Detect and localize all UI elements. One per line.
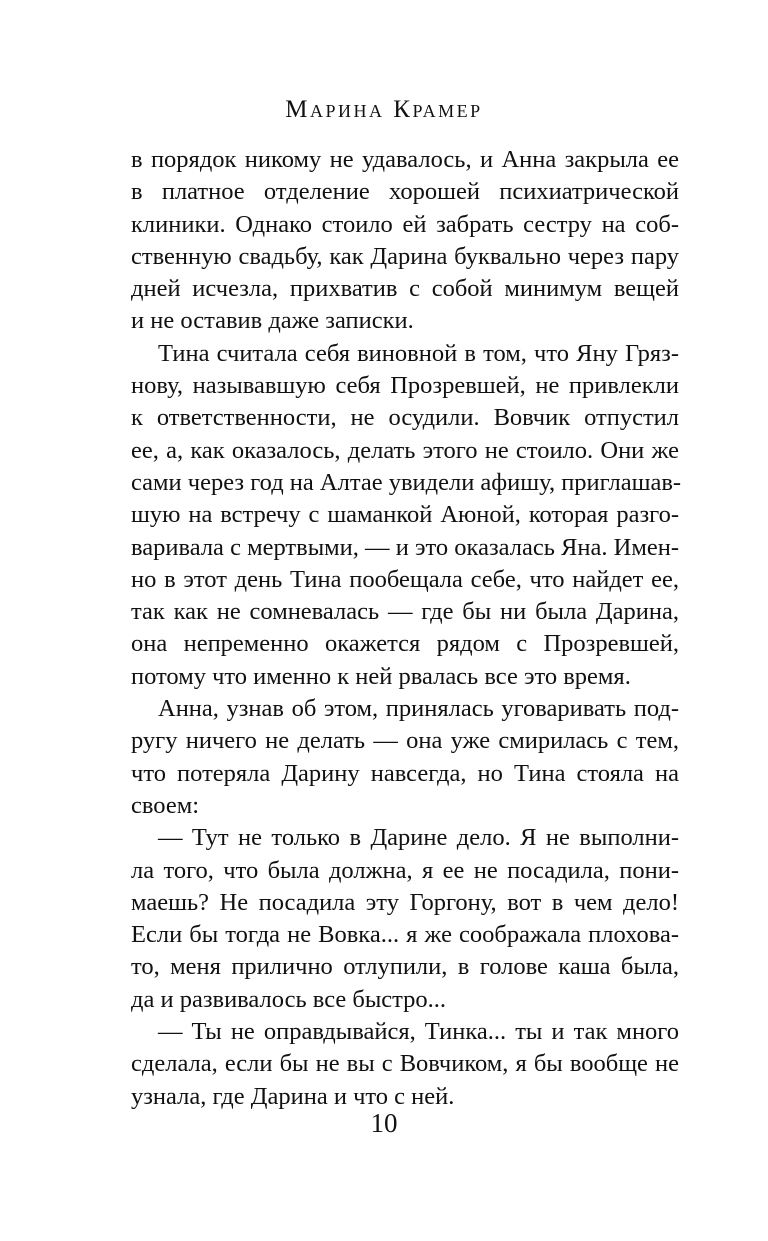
text-line: ла того, что была должна, я ее не посадила, пони- bbox=[131, 856, 679, 884]
text-line: ругу ничего не делать — она уже смирилась с тем, bbox=[131, 727, 679, 755]
text-line: своем: bbox=[131, 791, 200, 819]
text-line: нову, называвшую себя Прозревшей, не привлекли bbox=[131, 372, 679, 400]
text-line: — Ты не оправдывайся, Тинка... ты и так много bbox=[158, 1018, 679, 1046]
text-line: клиники. Однако стоило ей забрать сестру на соб- bbox=[131, 210, 679, 238]
running-header: Марина Крамер bbox=[285, 96, 483, 123]
text-line: Если бы тогда не Вовка... я же соображала плохова- bbox=[131, 921, 679, 949]
text-line: в платное отделение хорошей психиатрической bbox=[131, 178, 679, 206]
text-line: потому что именно к ней рвалась все это время. bbox=[131, 662, 631, 690]
text-line: варивала с мертвыми, — и это оказалась Яна. Имен- bbox=[131, 533, 679, 561]
text-line: да и развивалось все быстро... bbox=[131, 985, 447, 1013]
page-number: 10 bbox=[370, 1108, 398, 1138]
text-line: но в этот день Тина пообещала себе, что найдет ее, bbox=[131, 565, 679, 593]
text-line: — Тут не только в Дарине дело. Я не выполни- bbox=[158, 824, 679, 852]
text-line: узнала, где Дарина и что с ней. bbox=[131, 1082, 455, 1110]
text-line: сами через год на Алтае увидели афишу, приглашав- bbox=[131, 468, 682, 496]
text-line: Тина считала себя виновной в том, что Яну Гряз- bbox=[158, 339, 679, 367]
text-line: она непременно окажется рядом с Прозревшей, bbox=[131, 630, 679, 658]
text-line: шую на встречу с шаманкой Аюной, которая разго- bbox=[131, 501, 679, 529]
text-line: ее, а, как оказалось, делать этого не стоило. Они же bbox=[131, 436, 679, 464]
text-line: к ответственности, не осудили. Вовчик отпустил bbox=[131, 404, 679, 432]
body-text bbox=[131, 144, 682, 1113]
text-line: ственную свадьбу, как Дарина буквально через пару bbox=[131, 242, 679, 270]
text-line: в порядок никому не удавалось, и Анна закрыла ее bbox=[131, 146, 679, 173]
text-line: то, меня прилично отлупили, в голове каша была, bbox=[131, 953, 679, 981]
text-line: Анна, узнав об этом, принялась уговаривать под- bbox=[158, 695, 679, 723]
text-line: так как не сомневалась — где бы ни была Дарина, bbox=[131, 598, 679, 626]
text-line: дней исчезла, прихватив с собой минимум вещей bbox=[131, 275, 679, 303]
text-line: сделала, если бы не вы с Вовчиком, я бы вообще не bbox=[131, 1050, 679, 1078]
text-line: маешь? Не посадила эту Горгону, вот в чем дело! bbox=[131, 888, 679, 916]
text-line: что потеряла Дарину навсегда, но Тина стояла на bbox=[131, 759, 679, 787]
text-line: и не оставив даже записки. bbox=[131, 307, 414, 335]
